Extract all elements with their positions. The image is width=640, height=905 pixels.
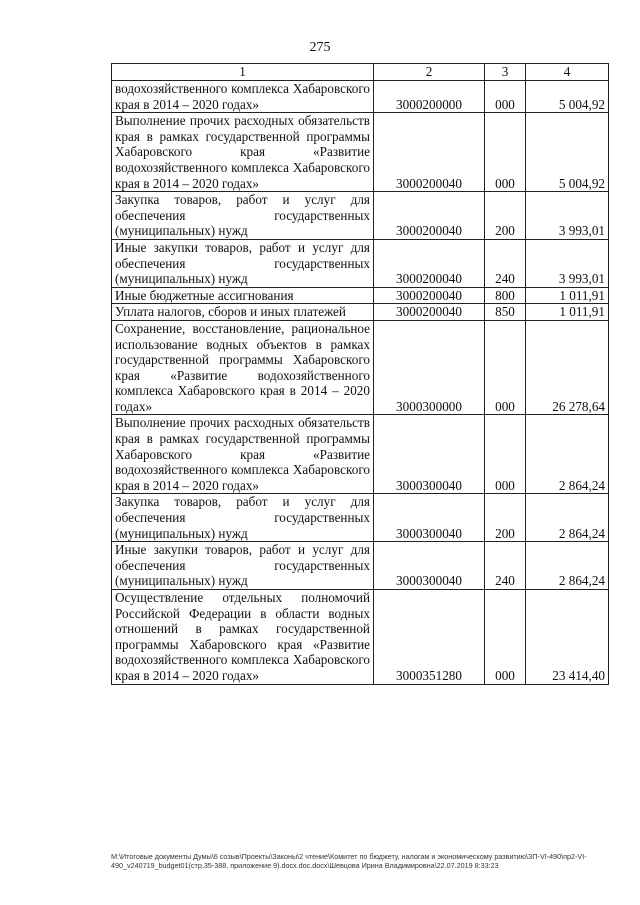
table-row bbox=[112, 304, 609, 321]
row-type: 240 bbox=[485, 239, 526, 287]
table-row bbox=[112, 542, 609, 590]
header-col-1: 1 bbox=[112, 64, 374, 81]
row-sum: 3 993,01 bbox=[526, 239, 609, 287]
table-row bbox=[112, 320, 609, 415]
table-row bbox=[112, 590, 609, 685]
row-name: Сохранение, восстановление, рациональное использование водных объектов в рамках государственной программы Хабаровского края «Развитие водохозяйственного комплекса Хабаровского края в 2014 – 2020 годах» bbox=[112, 320, 374, 415]
row-code: 3000300040 bbox=[374, 494, 485, 542]
row-code: 3000300000 bbox=[374, 320, 485, 415]
row-name: Выполнение прочих расходных обязательств края в рамках государственной программы Хабаровского края «Развитие водохозяйственного комплекса Хабаровского края в 2014 – 2020 годах» bbox=[112, 113, 374, 192]
row-type: 000 bbox=[485, 590, 526, 685]
row-type: 200 bbox=[485, 192, 526, 240]
row-code: 3000200040 bbox=[374, 304, 485, 321]
row-sum: 2 864,24 bbox=[526, 542, 609, 590]
row-sum: 5 004,92 bbox=[526, 81, 609, 113]
row-sum: 2 864,24 bbox=[526, 494, 609, 542]
row-code: 3000300040 bbox=[374, 542, 485, 590]
row-sum: 3 993,01 bbox=[526, 192, 609, 240]
row-sum: 26 278,64 bbox=[526, 320, 609, 415]
row-code: 3000200000 bbox=[374, 81, 485, 113]
row-name: Уплата налогов, сборов и иных платежей bbox=[112, 304, 374, 321]
row-sum: 1 011,91 bbox=[526, 287, 609, 304]
row-sum: 23 414,40 bbox=[526, 590, 609, 685]
row-type: 000 bbox=[485, 415, 526, 494]
table-row bbox=[112, 415, 609, 494]
row-type: 000 bbox=[485, 81, 526, 113]
row-name: Осуществление отдельных полномочий Российской Федерации в области водных отношений в рамках государственной программы Хабаровского края «Развитие водохозяйственного комплекса Хабаровского края в 2014 – 2020 годах» bbox=[112, 590, 374, 685]
row-name: Иные закупки товаров, работ и услуг для обеспечения государственных (муниципальных) нужд bbox=[112, 239, 374, 287]
header-col-3: 3 bbox=[485, 64, 526, 81]
row-code: 3000200040 bbox=[374, 239, 485, 287]
row-type: 200 bbox=[485, 494, 526, 542]
row-code: 3000200040 bbox=[374, 192, 485, 240]
row-name: водохозяйственного комплекса Хабаровского края в 2014 – 2020 годах» bbox=[112, 81, 374, 113]
row-type: 800 bbox=[485, 287, 526, 304]
row-name: Закупка товаров, работ и услуг для обеспечения государственных (муниципальных) нужд bbox=[112, 192, 374, 240]
row-name: Закупка товаров, работ и услуг для обеспечения государственных (муниципальных) нужд bbox=[112, 494, 374, 542]
row-type: 000 bbox=[485, 320, 526, 415]
table-row bbox=[112, 192, 609, 240]
row-code: 3000351280 bbox=[374, 590, 485, 685]
row-code: 3000200040 bbox=[374, 287, 485, 304]
header-row bbox=[112, 64, 609, 81]
row-name: Выполнение прочих расходных обязательств края в рамках государственной программы Хабаровского края «Развитие водохозяйственного комплекса Хабаровского края в 2014 – 2020 годах» bbox=[112, 415, 374, 494]
row-type: 000 bbox=[485, 113, 526, 192]
table-row bbox=[112, 494, 609, 542]
table-row bbox=[112, 81, 609, 113]
row-type: 850 bbox=[485, 304, 526, 321]
table-row bbox=[112, 113, 609, 192]
row-code: 3000300040 bbox=[374, 415, 485, 494]
row-sum: 1 011,91 bbox=[526, 304, 609, 321]
row-type: 240 bbox=[485, 542, 526, 590]
page-number: 275 bbox=[309, 40, 331, 55]
budget-table bbox=[111, 63, 609, 685]
footer-file-path: М:\Итоговые документы Думы\6 созыв\Проекты\Законы\2 чтение\Комитет по бюджету, налогам и экономическому развитию\ЗП-VI-490\пр2-VI-490_v240719_budget01(стр.35-388, приложение 9).docx.doc.docx\Шевцова Ирина Владимировна\22.07.2019 8:33:23 bbox=[111, 852, 587, 870]
table-row bbox=[112, 287, 609, 304]
row-sum: 2 864,24 bbox=[526, 415, 609, 494]
row-code: 3000200040 bbox=[374, 113, 485, 192]
table-row bbox=[112, 239, 609, 287]
row-name: Иные бюджетные ассигнования bbox=[112, 287, 374, 304]
row-sum: 5 004,92 bbox=[526, 113, 609, 192]
header-col-2: 2 bbox=[374, 64, 485, 81]
header-col-4: 4 bbox=[526, 64, 609, 81]
row-name: Иные закупки товаров, работ и услуг для обеспечения государственных (муниципальных) нужд bbox=[112, 542, 374, 590]
